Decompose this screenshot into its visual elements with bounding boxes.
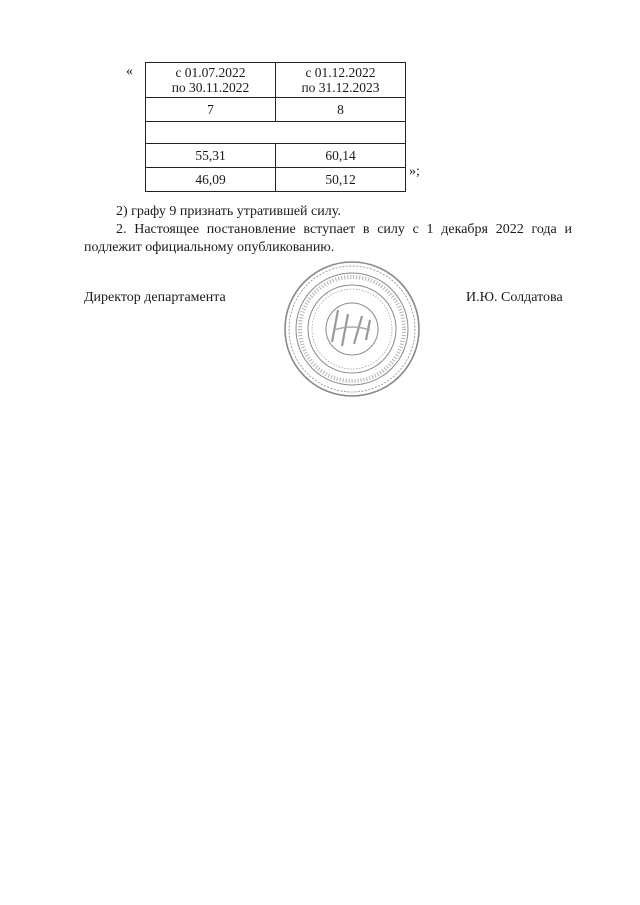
official-seal-icon	[282, 260, 422, 398]
value-cell: 50,12	[276, 168, 406, 192]
tariff-table	[145, 62, 406, 192]
close-quote: »;	[409, 164, 420, 179]
value-cell: 60,14	[276, 144, 406, 168]
signatory-name: И.Ю. Солдатова	[466, 290, 563, 305]
signatory-position: Директор департамента	[84, 290, 226, 305]
header-cell-period-2: с 01.12.2022 по 31.12.2023	[276, 63, 406, 98]
value-cell: 46,09	[146, 168, 276, 192]
table-row	[146, 168, 406, 192]
paragraph-2: 2. Настоящее постановление вступает в силу с 1 декабря 2022 года и подлежит официальному опубликованию.	[84, 222, 572, 255]
value-cell: 55,31	[146, 144, 276, 168]
column-number-8: 8	[276, 98, 406, 122]
empty-row	[146, 122, 406, 144]
header-cell-period-1: с 01.07.2022 по 30.11.2022	[146, 63, 276, 98]
column-number-7: 7	[146, 98, 276, 122]
column-number-row	[146, 98, 406, 122]
empty-cell	[146, 122, 406, 144]
paragraph-1: 2) графу 9 признать утратившей силу.	[116, 204, 341, 219]
table-row	[146, 144, 406, 168]
table-header-row	[146, 63, 406, 98]
open-quote: «	[126, 64, 133, 79]
